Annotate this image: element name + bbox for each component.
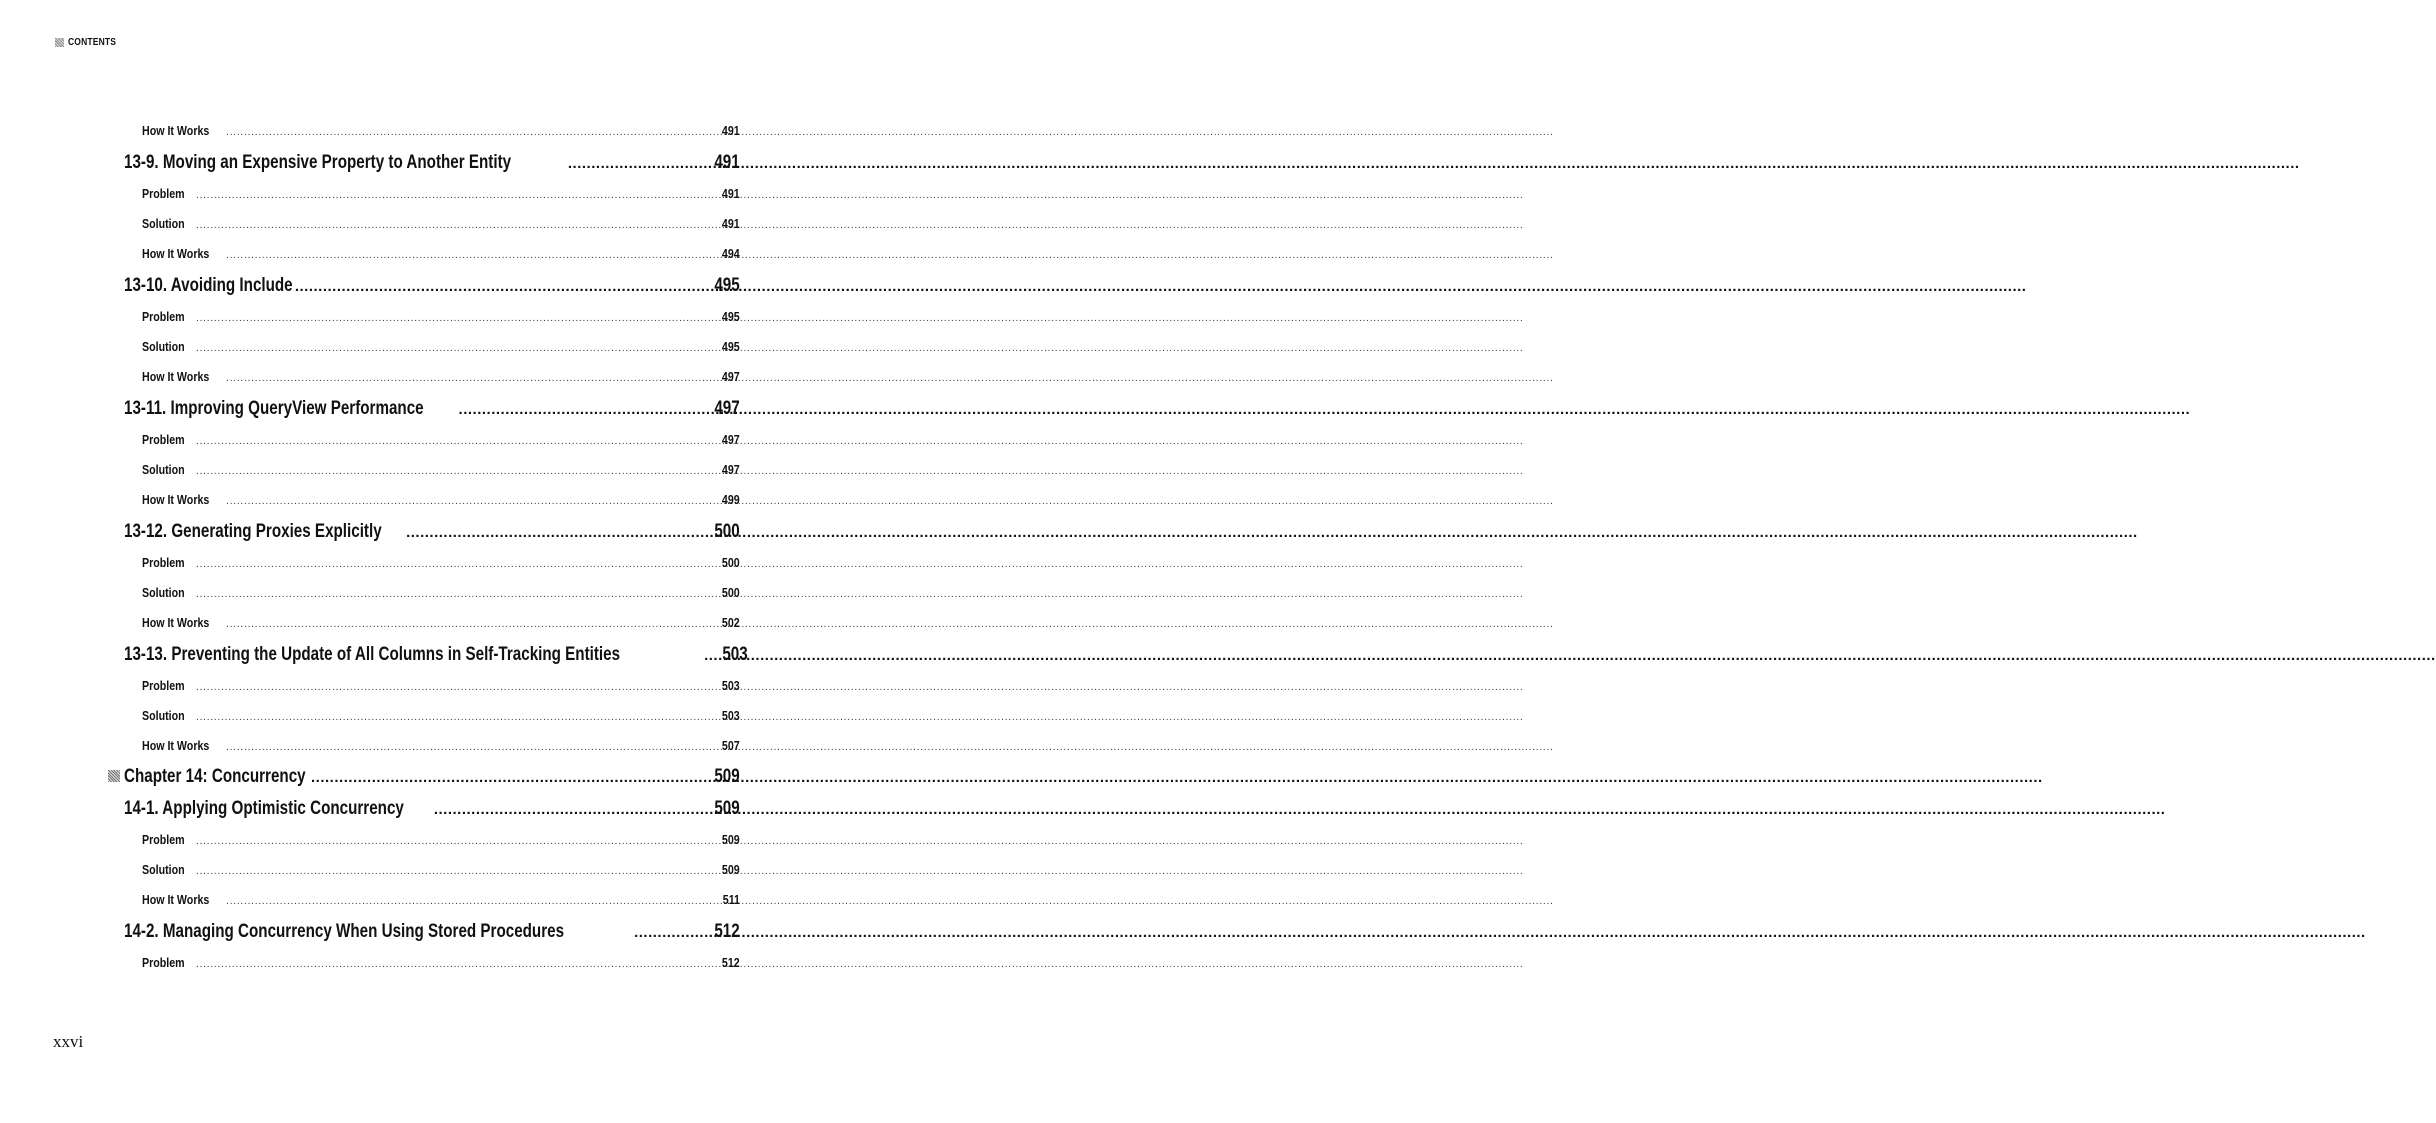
toc-entry-page: 495: [714, 275, 740, 296]
toc-entry-page: 503: [722, 678, 740, 693]
dot-leader: [226, 364, 716, 394]
dot-leader: [434, 793, 706, 826]
toc-entry-page: 497: [722, 432, 740, 447]
toc-entry-chapter[interactable]: [124, 761, 740, 792]
toc-entry-sub[interactable]: [124, 362, 740, 392]
toc-entry-title: Problem: [142, 832, 185, 847]
page-number: xxvi: [53, 1032, 84, 1051]
toc-entry-section[interactable]: [124, 792, 740, 825]
toc-entry-title: 14-1. Applying Optimistic Concurrency: [124, 798, 404, 819]
toc-entry-page: 509: [722, 832, 740, 847]
toc-entry-title: Solution: [142, 339, 185, 354]
chapter-square-icon: [108, 770, 120, 782]
toc-entry-title: Problem: [142, 955, 185, 970]
toc-entry-page: 512: [722, 955, 740, 970]
toc-entry-sub[interactable]: [124, 302, 740, 332]
dot-leader: [196, 334, 716, 364]
toc-entry-page: 491: [722, 123, 740, 138]
dot-leader: [226, 241, 716, 271]
toc-entry-page: 491: [722, 216, 740, 231]
dot-leader: [568, 147, 706, 180]
toc-entry-section[interactable]: [124, 915, 740, 948]
toc-entry-page: 499: [722, 492, 740, 507]
toc-entry-page: 497: [722, 462, 740, 477]
dot-leader: [196, 457, 716, 487]
toc-entry-section[interactable]: [124, 515, 740, 548]
toc-entry-section[interactable]: [124, 146, 740, 179]
dot-leader: [459, 393, 707, 426]
dot-leader: [196, 181, 716, 211]
toc-entry-title: How It Works: [142, 738, 210, 753]
dot-leader: [196, 857, 716, 887]
toc-entry-title: Problem: [142, 555, 185, 570]
toc-entry-title: 14-2. Managing Concurrency When Using Stored Procedures: [124, 921, 565, 942]
dot-leader: [226, 118, 716, 148]
dot-leader: [196, 211, 716, 241]
toc-entry-section[interactable]: [124, 392, 740, 425]
toc-entry-sub[interactable]: [124, 885, 740, 915]
toc-entry-title: Chapter 14: Concurrency: [124, 766, 306, 787]
toc-entry-page: 509: [722, 862, 740, 877]
toc-entry-section[interactable]: [124, 638, 748, 671]
toc-entry-page: 500: [722, 555, 740, 570]
dot-leader: [226, 733, 716, 763]
toc-entry-title: How It Works: [142, 892, 210, 907]
toc-entry-title: How It Works: [142, 369, 210, 384]
dot-leader: [406, 516, 706, 549]
toc-entry-page: 497: [722, 369, 740, 384]
toc-entry-title: How It Works: [142, 123, 210, 138]
toc-entry-page: 502: [722, 615, 740, 630]
toc-entry-title: Problem: [142, 309, 185, 324]
toc-entry-sub[interactable]: [124, 485, 740, 515]
toc-entry-title: Solution: [142, 862, 185, 877]
toc-entry-page: 495: [722, 339, 740, 354]
toc-entry-page: 503: [722, 644, 748, 665]
toc-entry-section[interactable]: [124, 269, 740, 302]
toc-entry-page: 512: [714, 921, 740, 942]
toc-entry-sub[interactable]: [124, 825, 740, 855]
dot-leader: [226, 610, 716, 640]
toc-entry-title: Solution: [142, 216, 185, 231]
dot-leader: [295, 270, 706, 303]
dot-leader: [704, 639, 714, 672]
toc-entry-sub[interactable]: [124, 578, 740, 608]
toc-entry-page: 491: [722, 186, 740, 201]
dot-leader: [226, 487, 716, 517]
toc-entry-page: 491: [714, 152, 740, 173]
table-of-contents: [124, 116, 748, 978]
toc-entry-sub[interactable]: [124, 332, 740, 362]
toc-entry-title: Solution: [142, 462, 185, 477]
toc-entry-sub[interactable]: [124, 948, 740, 978]
toc-entry-page: 507: [722, 738, 740, 753]
toc-entry-sub[interactable]: [124, 425, 740, 455]
toc-entry-title: 13-9. Moving an Expensive Property to Another Entity: [124, 152, 512, 173]
dot-leader: [196, 827, 716, 857]
toc-entry-sub[interactable]: [124, 548, 740, 578]
dot-leader: [196, 580, 716, 610]
toc-entry-title: Solution: [142, 585, 185, 600]
toc-entry-title: 13-11. Improving QueryView Performance: [124, 398, 424, 419]
toc-entry-sub[interactable]: [124, 179, 740, 209]
toc-entry-page: 495: [722, 309, 740, 324]
toc-entry-title: Problem: [142, 186, 185, 201]
dot-leader: [311, 762, 706, 793]
toc-entry-sub[interactable]: [124, 455, 740, 485]
toc-entry-sub[interactable]: [124, 731, 740, 761]
dot-leader: [196, 550, 716, 580]
toc-entry-sub[interactable]: [124, 671, 740, 701]
toc-entry-page: 500: [722, 585, 740, 600]
toc-entry-sub[interactable]: [124, 209, 740, 239]
toc-entry-title: Problem: [142, 432, 185, 447]
dot-leader: [226, 887, 717, 917]
dot-leader: [196, 427, 716, 457]
toc-entry-title: 13-12. Generating Proxies Explicitly: [124, 521, 382, 542]
dot-leader: [196, 703, 716, 733]
toc-entry-sub[interactable]: [124, 608, 740, 638]
dot-leader: [196, 950, 716, 980]
toc-entry-title: 13-10. Avoiding Include: [124, 275, 293, 296]
toc-entry-page: 511: [722, 892, 740, 907]
dot-leader: [196, 673, 716, 703]
toc-entry-page: 497: [714, 398, 740, 419]
dot-leader: [196, 304, 716, 334]
dot-leader: [634, 916, 706, 949]
toc-entry-sub[interactable]: [124, 701, 740, 731]
running-header-label: CONTENTS: [68, 37, 117, 48]
running-header: [55, 37, 125, 48]
toc-entry-title: How It Works: [142, 246, 210, 261]
toc-entry-sub[interactable]: [124, 239, 740, 269]
toc-entry-page: 509: [714, 798, 740, 819]
toc-entry-title: Problem: [142, 678, 185, 693]
toc-entry-title: Solution: [142, 708, 185, 723]
toc-entry-title: 13-13. Preventing the Update of All Columns in Self-Tracking Entities: [124, 644, 621, 665]
toc-entry-page: 503: [722, 708, 740, 723]
toc-entry-title: How It Works: [142, 615, 210, 630]
toc-entry-page: 509: [714, 766, 740, 787]
toc-entry-page: 500: [714, 521, 740, 542]
header-square-icon: [55, 38, 64, 47]
toc-entry-sub[interactable]: [124, 116, 740, 146]
toc-entry-sub[interactable]: [124, 855, 740, 885]
toc-entry-title: How It Works: [142, 492, 210, 507]
toc-entry-page: 494: [722, 246, 740, 261]
